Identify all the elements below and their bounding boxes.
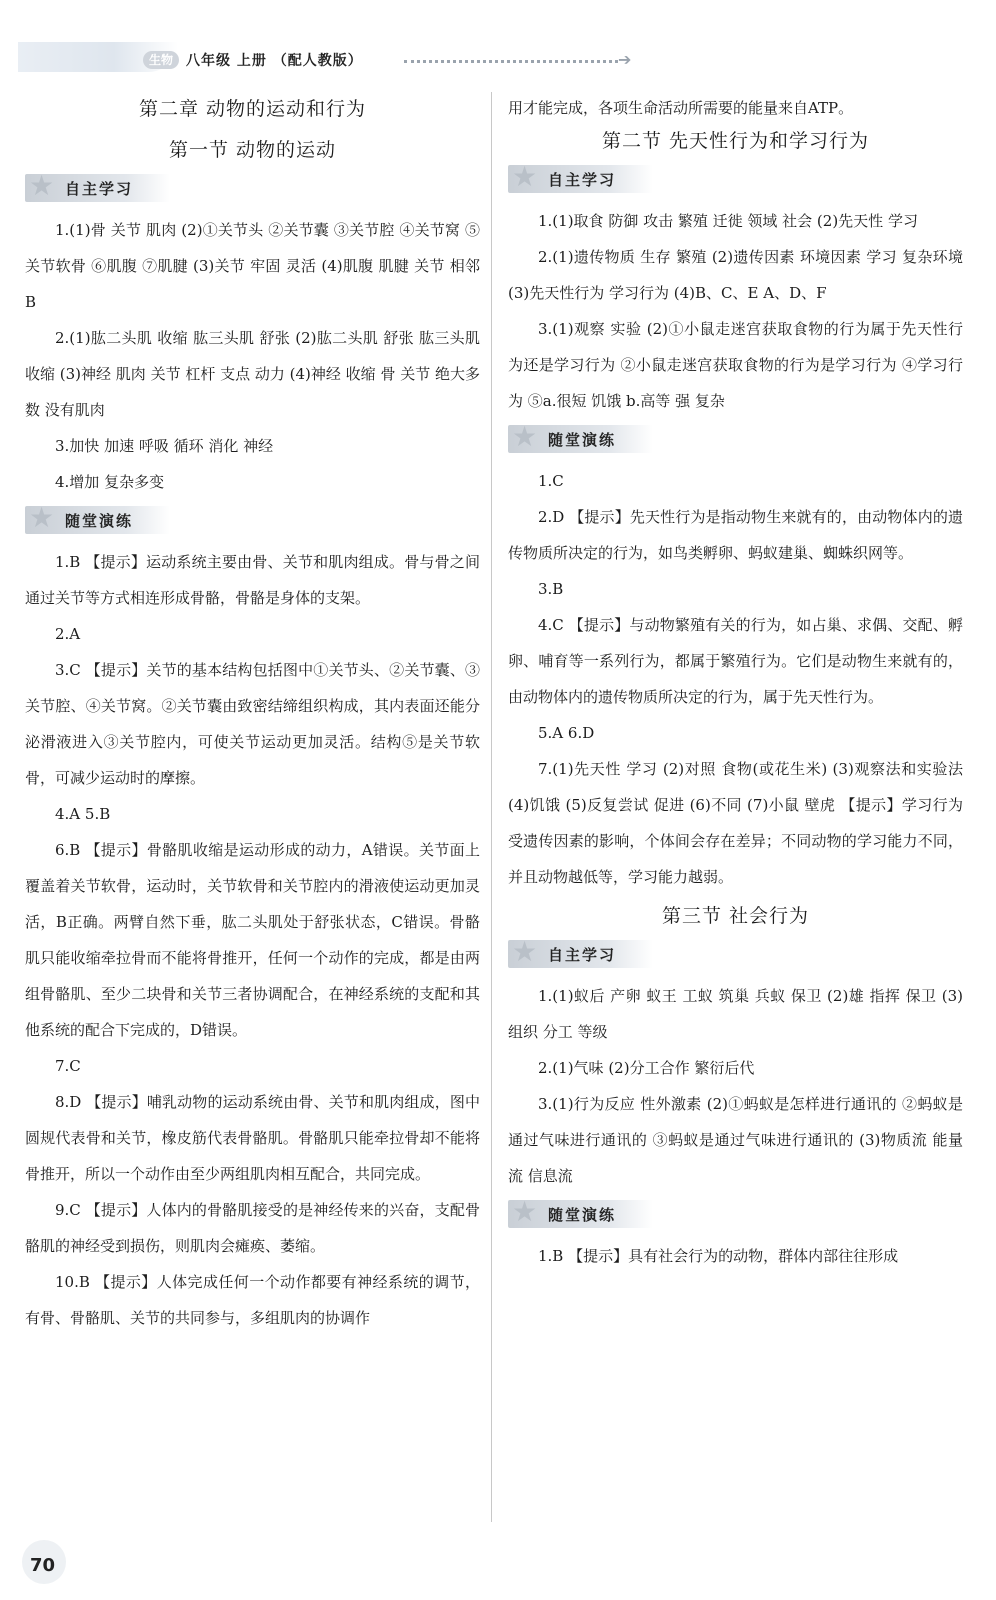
section-title: 第二节 先天性行为和学习行为 bbox=[601, 130, 870, 152]
section-bar-zizhu bbox=[508, 935, 653, 968]
bar-label: 随堂演练 bbox=[548, 1206, 617, 1224]
answer-item: 9.C 【提示】人体内的骨骼肌接受的是神经传来的兴奋，支配骨骼肌的神经受到损伤，则肌肉会瘫痪、萎缩。 bbox=[25, 1201, 480, 1255]
section-bar-suitang bbox=[25, 501, 170, 534]
answer-item: 2.(1)遗传物质 生存 繁殖 (2)遗传因素 环境因素 学习 复杂环境 (3)先天性行为 学习行为 (4)B、C、E A、D、F bbox=[508, 248, 963, 302]
bar-label: 随堂演练 bbox=[65, 512, 134, 530]
chapter-title: 第二章 动物的运动和行为 bbox=[138, 98, 367, 120]
answer-item: 7.C bbox=[55, 1057, 81, 1075]
star-icon: ★ bbox=[512, 420, 538, 453]
left-column bbox=[25, 90, 480, 1336]
star-icon: ★ bbox=[29, 501, 55, 534]
answer-item: 4.C 【提示】与动物繁殖有关的行为，如占巢、求偶、交配、孵卵、哺育等一系列行为，都属于繁殖行为。它们是动物生来就有的，由动物体内的遗传物质所决定的行为，属于先天性行为。 bbox=[508, 616, 963, 706]
answer-item: 3.(1)观察 实验 (2)①小鼠走迷宫获取食物的行为属于先天性行为还是学习行为 ②小鼠走迷宫获取食物的行为是学习行为 ④学习行为 ⑤a.很短 饥饿 b.高等 强 复杂 bbox=[508, 320, 963, 410]
page-number: 70 bbox=[30, 1555, 56, 1576]
page-header bbox=[0, 0, 996, 80]
answer-item: 3.(1)行为反应 性外激素 (2)①蚂蚁是怎样进行通讯的 ②蚂蚁是通过气味进行通讯的 ③蚂蚁是通过气味进行通讯的 (3)物质流 能量流 信息流 bbox=[508, 1095, 963, 1185]
arrow-right-icon: ➔ bbox=[618, 50, 632, 69]
header-title: 八年级 上册 （配人教版） bbox=[186, 53, 363, 69]
answer-item: 1.B 【提示】具有社会行为的动物，群体内部往往形成 bbox=[538, 1247, 899, 1265]
continued-text: 用才能完成，各项生命活动所需要的能量来自ATP。 bbox=[508, 99, 854, 117]
answer-item: 4.增加 复杂多变 bbox=[55, 473, 165, 491]
bar-label: 随堂演练 bbox=[548, 431, 617, 449]
answer-item: 3.B bbox=[538, 580, 564, 598]
answer-item: 1.(1)取食 防御 攻击 繁殖 迁徙 领域 社会 (2)先天性 学习 bbox=[538, 212, 918, 230]
answer-item: 3.加快 加速 呼吸 循环 消化 神经 bbox=[55, 437, 274, 455]
answer-item: 2.A bbox=[55, 625, 81, 643]
answer-item: 1.(1)骨 关节 肌肉 (2)①关节头 ②关节囊 ③关节腔 ④关节窝 ⑤关节软骨 ⑥肌腹 ⑦肌腱 (3)关节 牢固 灵活 (4)肌腹 肌腱 关节 相邻 B bbox=[25, 221, 480, 311]
right-column bbox=[508, 90, 963, 1274]
star-icon: ★ bbox=[29, 169, 55, 202]
bar-label: 自主学习 bbox=[548, 171, 617, 189]
answer-item: 2.(1)气味 (2)分工合作 繁衍后代 bbox=[538, 1059, 755, 1077]
section-bar-zizhu bbox=[508, 160, 653, 193]
section-title: 第一节 动物的运动 bbox=[168, 139, 337, 161]
section-title: 第三节 社会行为 bbox=[661, 905, 810, 927]
answer-item: 3.C 【提示】关节的基本结构包括图中①关节头、②关节囊、③关节腔、④关节窝。②关节囊由致密结缔组织构成，其内表面还能分泌滑液进入③关节腔内，可使关节运动更加灵活。结构⑤是关节软骨，可减少运动时的摩擦。 bbox=[25, 661, 480, 787]
header-dotted-line bbox=[404, 60, 618, 63]
section-bar-suitang bbox=[508, 420, 653, 453]
answer-item: 1.(1)蚁后 产卵 蚁王 工蚁 筑巢 兵蚁 保卫 (2)雄 指挥 保卫 (3)组织 分工 等级 bbox=[508, 987, 963, 1041]
section-bar-suitang bbox=[508, 1195, 653, 1228]
subject-badge: 生物 bbox=[143, 51, 179, 69]
answer-item: 7.(1)先天性 学习 (2)对照 食物(或花生米) (3)观察法和实验法 (4)饥饿 (5)反复尝试 促进 (6)不同 (7)小鼠 壁虎 【提示】学习行为受遗传因素的影响，个体间会存在差异；不同动物的学习能力不同，并且动物越低等，学习能力越弱。 bbox=[508, 760, 963, 886]
bar-label: 自主学习 bbox=[548, 946, 617, 964]
answer-item: 8.D 【提示】哺乳动物的运动系统由骨、关节和肌肉组成，图中圆规代表骨和关节，橡皮筋代表骨骼肌。骨骼肌只能牵拉骨却不能将骨推开，所以一个动作由至少两组肌肉相互配合，共同完成。 bbox=[25, 1093, 480, 1183]
star-icon: ★ bbox=[512, 935, 538, 968]
answer-item: 4.A 5.B bbox=[55, 805, 111, 823]
bar-label: 自主学习 bbox=[65, 180, 134, 198]
column-divider bbox=[491, 92, 492, 1522]
star-icon: ★ bbox=[512, 1195, 538, 1228]
answer-item: 5.A 6.D bbox=[538, 724, 595, 742]
section-bar-zizhu bbox=[25, 169, 170, 202]
answer-item: 1.C bbox=[538, 472, 564, 490]
answer-item: 2.(1)肱二头肌 收缩 肱三头肌 舒张 (2)肱二头肌 舒张 肱三头肌 收缩 (3)神经 肌肉 关节 杠杆 支点 动力 (4)神经 收缩 骨 关节 绝大多数 没有肌肉 bbox=[25, 329, 480, 419]
answer-item: 6.B 【提示】骨骼肌收缩是运动形成的动力，A错误。关节面上覆盖着关节软骨，运动时，关节软骨和关节腔内的滑液使运动更加灵活，B正确。两臂自然下垂，肱二头肌处于舒张状态，C错误。骨骼肌只能收缩牵拉骨而不能将骨推开，任何一个动作的完成，都是由两组骨骼肌、至少二块骨和关节三者协调配合，在神经系统的支配和其他系统的配合下完成的，D错误。 bbox=[25, 841, 480, 1039]
answer-item: 1.B 【提示】运动系统主要由骨、关节和肌肉组成。骨与骨之间通过关节等方式相连形成骨骼，骨骼是身体的支架。 bbox=[25, 553, 480, 607]
answer-item: 2.D 【提示】先天性行为是指动物生来就有的，由动物体内的遗传物质所决定的行为，如鸟类孵卵、蚂蚁建巢、蜘蛛织网等。 bbox=[508, 508, 963, 562]
star-icon: ★ bbox=[512, 160, 538, 193]
answer-item: 10.B 【提示】人体完成任何一个动作都要有神经系统的调节，有骨、骨骼肌、关节的共同参与，多组肌肉的协调作 bbox=[25, 1273, 480, 1327]
